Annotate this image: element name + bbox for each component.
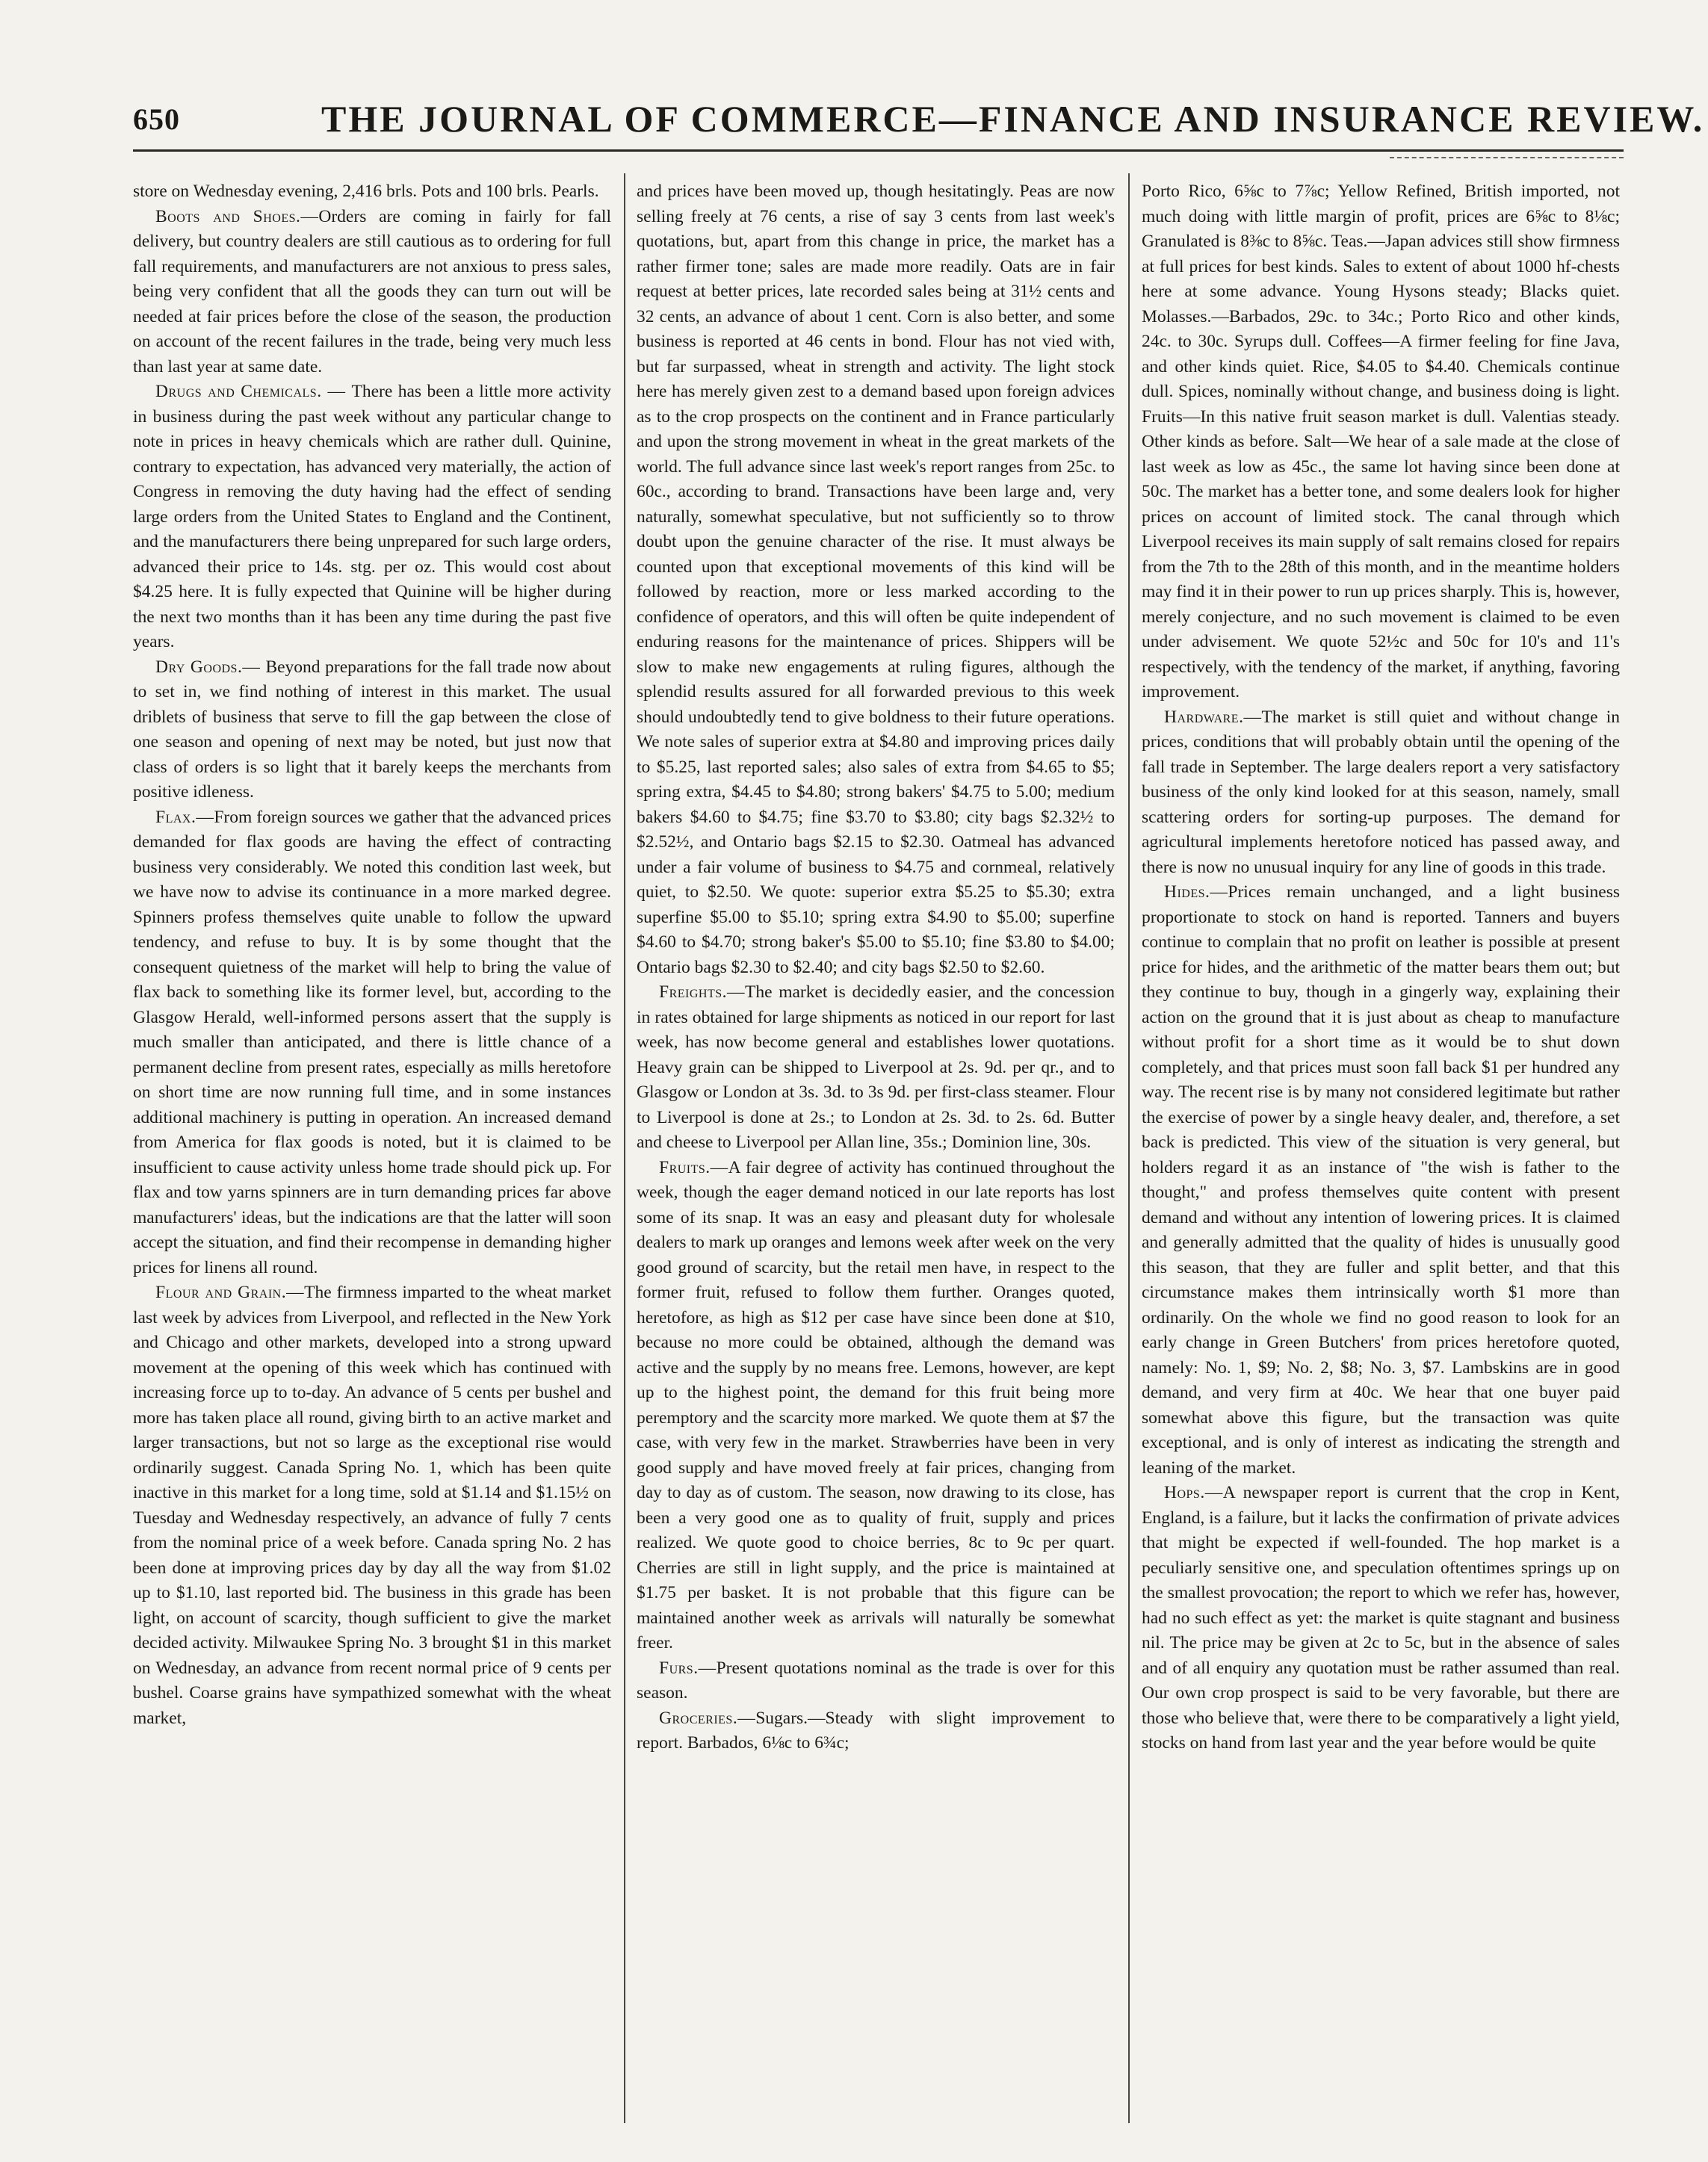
paragraph-body: A fair degree of activity has continued throughout the week, though the eager demand noticed in our late reports has lost some of its snap. It was an easy and pleasant duty for wholesale dealers to mark up oranges and lemons week after week on the very good ground of scarcity, but the retail men have, in respect to the former fruit, refused to follow them further. Oranges quoted, heretofore, as high as $12 per case have since been done at $10, because no more could be obtained, although the demand was active and the supply by no means free. Lemons, however, are kept up to the highest point, the demand for this fruit being more peremptory and the scarcity more marked. We quote them at $7 the case, with very few in the market. Strawberries have been in very good supply and have moved freely at fair prices, changing from day to day as of custom. The season, now drawing to its close, has been a very good one as to quality of fruit, supply and prices realized. We quote good to choice berries, 8c to 9c per quart. Cherries are still in light supply, and the price is maintained at $1.75 per basket. It is not probable that this figure can be maintained another week as arrivals will naturally be somewhat freer.: [637, 1157, 1115, 1653]
section-heading: Furs.—: [659, 1658, 717, 1678]
paragraph-body: From foreign sources we gather that the advanced prices demanded for flax goods are having the effect of contracting business very considerably. We noted this condition last week, but we have now to advise its continuance in a more marked degree. Spinners profess themselves quite unable to follow the upward tendency, and refuse to buy. It is by some thought that the consequent quietness of the market will help to bring the value of flax back to something like its former level, but, according to the Glasgow Herald, well-informed persons assert that the supply is much smaller than anticipated, and there is little chance of a permanent decline from present rates, especially as mills heretofore on short time are now running full time, and in some instances additional machinery is putting in operation. An increased demand from America for flax goods is noted, but it is claimed to be insufficient to cause activity unless home trade should pick up. For flax and tow yarns spinners are in turn demanding prices far above manufacturers' ideas, but the indications are that the latter will soon accept the situation, and find their recompense in demanding higher prices for linens all round.: [133, 807, 611, 1277]
header-rule: [133, 149, 1624, 152]
paragraph-body: Present quotations nominal as the trade is over for this season.: [637, 1658, 1115, 1703]
paragraph: [133, 655, 611, 805]
paragraph-body: Orders are coming in fairly for fall delivery, but country dealers are still cautious as to ordering for full fall requirements, and manufacturers are not anxious to press sales, being very confident that all the goods they can turn out will be needed at fair prices before the close of the season, the production on account of the recent failures in the trade, being very much less than last year at same date.: [133, 206, 611, 377]
paragraph-body: Porto Rico, 6⅝c to 7⅞c; Yellow Refined, British imported, not much doing with little margin of profit, prices are 6⅝c to 8⅛c; Granulated is 8⅜c to 8⅝c. Teas.—Japan advices still show firmness at full prices for best kinds. Sales to extent of about 1000 hf-chests here at some advance. Young Hysons steady; Blacks quiet. Molasses.—Barbados, 29c. to 34c.; Porto Rico and other kinds, 24c. to 30c. Syrups dull. Coffees—A firmer feeling for fine Java, and other kinds quiet. Rice, $4.05 to $4.40. Chemicals continue dull. Spices, nominally without change, and business doing is light. Fruits—In this native fruit season market is dull. Valentias steady. Other kinds as before. Salt—We hear of a sale made at the close of last week as low as 45c., the same lot having since been done at 50c. The market has a better tone, and some dealers look for higher prices on account of limited stock. The canal through which Liverpool receives its main supply of salt remains closed for repairs from the 7th to the 28th of this month, and in the meantime holders may find it in their power to run up prices sharply. This is, however, merely conjecture, and no such movement is claimed to be even under advisement. We quote 52½c and 50c for 10's and 11's respectively, with the tendency of the market, if anything, favoring improvement.: [1142, 182, 1620, 701]
paragraph: [133, 380, 611, 655]
section-heading: Flour and Grain.—: [155, 1283, 305, 1302]
paragraph-body: The firmness imparted to the wheat market last week by advices from Liverpool, and reflected in the New York and Chicago and other markets, developed into a strong upward movement at the opening of this week which has continued with increasing force up to to-day. An advance of 5 cents per bushel and more has taken place all round, giving birth to an active market and larger transactions, but not so large as the exceptional rise would ordinarily suggest. Canada Spring No. 1, which has been quite inactive in this market for a long time, sold at $1.14 and $1.15½ on Tuesday and Wednesday respectively, an advance of fully 7 cents from the nominal price of a week before. Canada spring No. 2 has been done at improving prices day by day all the way from $1.02 up to $1.10, last reported bid. The business in this grade has been light, on account of scarcity, though sufficient to give the market decided activity. Milwaukee Spring No. 3 brought $1 in this market on Wednesday, an advance from recent normal price of 9 cents per bushel. Coarse grains have sympathized somewhat with the wheat market,: [133, 1283, 611, 1728]
paragraph: [637, 1156, 1115, 1656]
paragraph: [637, 1706, 1115, 1756]
paragraph-body: store on Wednesday evening, 2,416 brls. Pots and 100 brls. Pearls.: [133, 182, 599, 201]
section-heading: Boots and Shoes.—: [155, 206, 319, 226]
paragraph-body: A newspaper report is current that the crop in Kent, England, is a failure, but it lacks the confirmation of private advices that might be expected if well-founded. The hop market is a peculiarly sensitive one, and speculation oftentimes springs up on the smallest provocation; the report to which we refer has, however, had no such effect as yet: the market is quite stagnant and business nil. The price may be given at 2c to 5c, but in the absence of sales and of all enquiry any quotation must be rather assumed than real. Our own crop prospect is said to be very favorable, but there are those who believe that, were there to be comparatively a light yield, stocks on hand from last year and the year before would be quite: [1142, 1483, 1620, 1753]
paragraph-body: There has been a little more activity in business during the past week without any particular change to note in prices in heavy chemicals which are rather dull. Quinine, contrary to expectation, has advanced very materially, the action of Congress in removing the duty having had the effect of sending large orders from the United States to England and the Continent, and the manufacturers there being unprepared for such large orders, advanced their price to 14s. stg. per oz. This would cost about $4.25 here. It is fully expected that Quinine will be higher during the next two months than it has been any time during the past five years.: [133, 382, 611, 651]
text-column-1: [133, 179, 611, 2122]
section-heading: Hides.—: [1164, 882, 1228, 902]
paragraph: [1142, 705, 1620, 881]
section-heading: Drugs and Chemicals. —: [155, 382, 352, 401]
paragraph: [1142, 179, 1620, 705]
running-head-title: THE JOURNAL OF COMMERCE—FINANCE AND INSURANCE REVIEW.: [321, 98, 1705, 140]
section-heading: Flax.—: [155, 807, 214, 827]
paragraph: [637, 980, 1115, 1156]
section-heading: Freights.—: [659, 982, 745, 1002]
paragraph: [133, 1280, 611, 1731]
paragraph-body: The market is decidedly easier, and the concession in rates obtained for large shipments as noticed in our report for last week, has now become general and establishes lower quotations. Heavy grain can be shipped to Liverpool at 2s. 9d. per qr., and to Glasgow or London at 3s. 3d. to 3s 9d. per first-class steamer. Flour to Liverpool is done at 2s.; to London at 2s. 3d. to 2s. 6d. Butter and cheese to Liverpool per Allan line, 35s.; Dominion line, 30s.: [637, 982, 1115, 1152]
page-number: 650: [133, 102, 180, 136]
paragraph: [1142, 1481, 1620, 1756]
text-column-3: [1142, 179, 1620, 2122]
paragraph-body: The market is still quiet and without change in prices, conditions that will probably obtain until the opening of the fall trade in September. The large dealers report a very satisfactory business of the only kind looked for at this season, namely, small scattering orders for sorting-up purposes. The demand for agricultural implements heretofore noticed has passed away, and there is now no unusual inquiry for any line of goods in this trade.: [1142, 707, 1620, 877]
paragraph: [133, 179, 611, 205]
paragraph: [637, 179, 1115, 980]
section-heading: Groceries.—: [659, 1708, 756, 1728]
header-rule-secondary: [1390, 157, 1624, 158]
column-divider: [1128, 173, 1130, 2123]
paragraph: [637, 1656, 1115, 1706]
paragraph: [1142, 880, 1620, 1481]
section-heading: Hardware.—: [1164, 707, 1262, 727]
paragraph-body: Sugars.—Steady with slight improvement to report. Barbados, 6⅛c to 6¾c;: [637, 1708, 1115, 1753]
paragraph-body: Prices remain unchanged, and a light business proportionate to stock on hand is reported. Tanners and buyers continue to complain that no profit on leather is possible at present price for hides, and the arithmetic of the matter bears them out; but they continue to buy, though in a gingerly way, explaining their action on the ground that it is just about as cheap to manufacture without profit for a short time as it would be to shut down completely, and that prices must soon fall back $1 per hundred any way. The recent rise is by many not considered legitimate but rather the exercise of power by a single heavy dealer, and, therefore, a set back is predicted. This view of the situation is very general, but holders regard it as an instance of "the wish is father to the thought," and profess themselves quite content with present demand and without any intention of lowering prices. It is claimed and generally admitted that the quality of hides is unusually good this season, that they are fuller and split better, and that this circumstance makes them intrinsically worth $1 more than ordinarily. On the whole we find no good reason to look for an early change in Green Butchers' from prices heretofore quoted, namely: No. 1, $9; No. 2, $8; No. 3, $7. Lambskins are in good demand, and very firm at 40c. We hear that one buyer paid somewhat above this figure, but the transaction was quite exceptional, and is only of interest as indicating the strength and leaning of the market.: [1142, 882, 1620, 1478]
paragraph: [133, 805, 611, 1281]
section-heading: Hops.—: [1164, 1483, 1223, 1502]
paragraph: [133, 205, 611, 380]
section-heading: Dry Goods.—: [155, 657, 266, 677]
section-heading: Fruits.—: [659, 1157, 728, 1177]
text-column-2: [637, 179, 1115, 2122]
column-divider: [624, 173, 625, 2123]
paragraph-body: and prices have been moved up, though hesitatingly. Peas are now selling freely at 76 cents, a rise of say 3 cents from last week's quotations, but, apart from this change in price, the market has a rather firmer tone; sales are made more readily. Oats are in fair request at better prices, late recorded sales being at 31½ cents and 32 cents, an advance of about 1 cent. Corn is also better, and some business is reported at 46 cents in bond. Flour has not vied with, but far surpassed, wheat in strength and activity. The light stock here has merely given zest to a demand based upon foreign advices as to the crop prospects on the continent and in France particularly and upon the strong movement in wheat in the great markets of the world. The full advance since last week's report ranges from 25c. to 60c., according to brand. Transactions have been large and, very naturally, somewhat speculative, but not sufficiently so to throw doubt upon the genuine character of the rise. It must always be counted upon that exceptional movements of this kind will be followed by reaction, more or less marked according to the confidence of operators, and this will often be quite independent of enduring reasons for the maintenance of prices. Shippers will be slow to make new engagements at ruling figures, although the splendid results assured for all forwarded previous to this week should undoubtedly tend to give boldness to their future operations. We note sales of superior extra at $4.80 and improving prices daily to $5.25, last reported sales; also sales of extra from $4.65 to $5; spring extra, $4.45 to $4.80; strong bakers' $4.75 to 5.00; medium bakers $4.60 to $4.75; fine $3.70 to $3.80; city bags $2.32½ to $2.52½, and Ontario bags $2.15 to $2.30. Oatmeal has advanced under a fair volume of business to $4.75 and cornmeal, relatively quiet, to $2.50. We quote: superior extra $5.25 to $5.30; extra superfine $5.00 to $5.10; spring extra $4.90 to $5.00; superfine $4.60 to $4.70; strong baker's $5.00 to $5.10; fine $3.80 to $4.00; Ontario bags $2.30 to $2.40; and city bags $2.50 to $2.60.: [637, 182, 1115, 977]
paragraph-body: Beyond preparations for the fall trade now about to set in, we find nothing of interest in this market. The usual driblets of business that serve to fill the gap between the close of one season and opening of next may be noted, but just now that class of orders is so light that it barely keeps the merchants from positive idleness.: [133, 657, 611, 802]
